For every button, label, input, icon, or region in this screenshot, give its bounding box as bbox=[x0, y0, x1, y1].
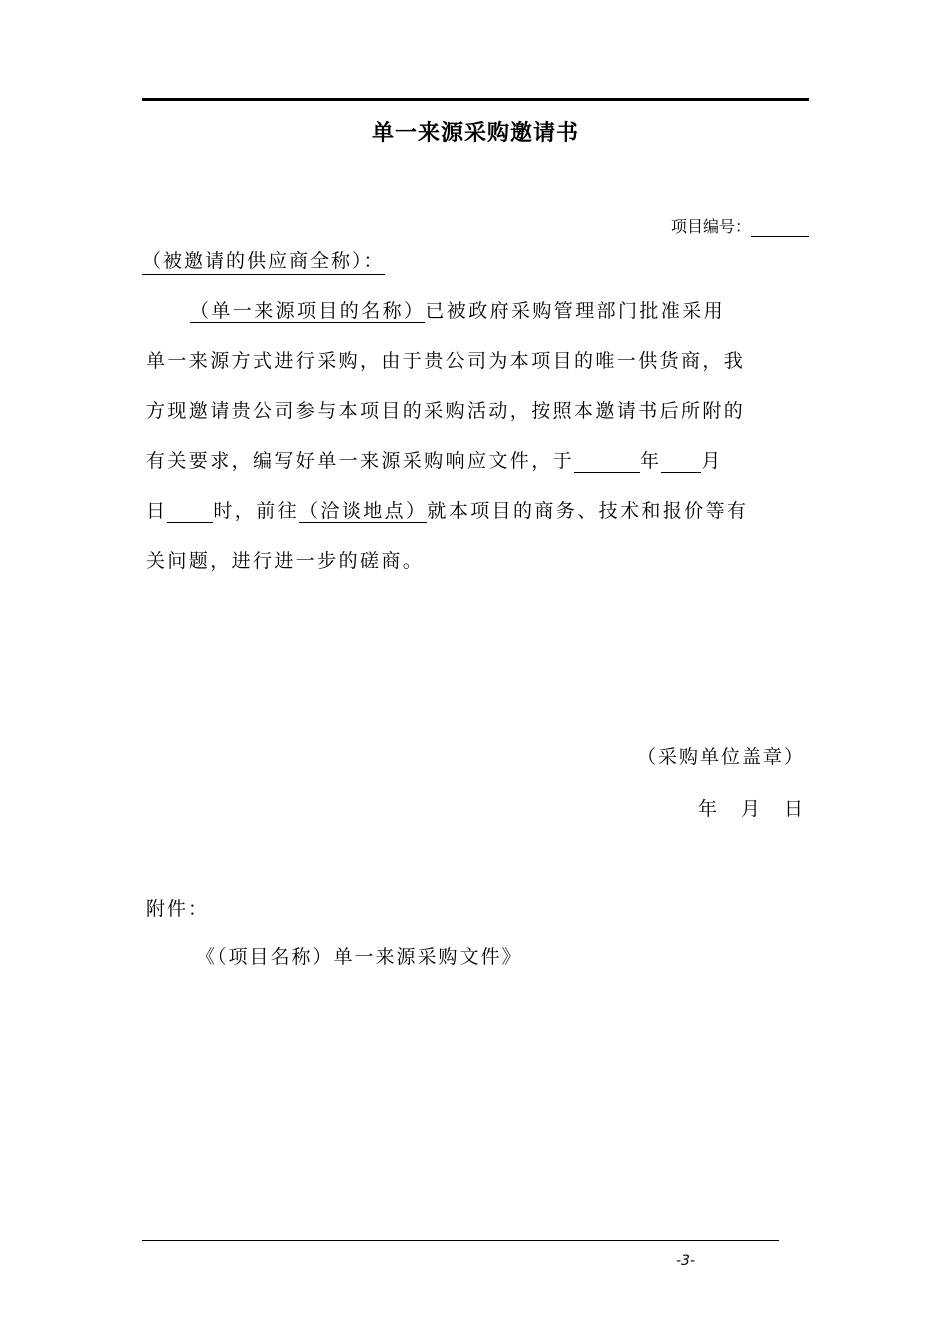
project-number bbox=[671, 214, 809, 237]
body-line-3: 方现邀请贵公司参与本项目的采购活动，按照本邀请书后所附的 bbox=[146, 400, 746, 422]
seal-text: （采购单位盖章） bbox=[636, 746, 805, 768]
location-placeholder: （洽谈地点） bbox=[299, 500, 428, 522]
project-name-placeholder: （单一来源项目的名称） bbox=[190, 300, 426, 322]
signature-date: 年 月 日 bbox=[697, 798, 805, 820]
year-blank bbox=[574, 446, 640, 473]
project-number-blank bbox=[751, 218, 809, 237]
page-title: 单一来源采购邀请书 bbox=[371, 121, 579, 146]
supplier-name-placeholder: （被邀请的供应商全称）： bbox=[142, 250, 385, 275]
body-line-2: 单一来源方式进行采购，由于贵公司为本项目的唯一供货商，我 bbox=[146, 350, 746, 372]
salutation bbox=[142, 246, 385, 273]
top-rule bbox=[142, 98, 809, 101]
month-blank bbox=[661, 446, 701, 473]
project-number-label: 项目编号： bbox=[670, 217, 751, 236]
body-line-1: （单一来源项目的名称）已被政府采购管理部门批准采用 bbox=[190, 300, 726, 322]
body-line-4: 有关要求，编写好单一来源采购响应文件，于 年 月 bbox=[146, 436, 811, 486]
body-line-6: 关问题，进行进一步的磋商。 bbox=[146, 550, 425, 572]
attachment-label: 附件： bbox=[146, 898, 210, 920]
page-number: -3- bbox=[676, 1253, 696, 1269]
body-line-5: 日 时，前往（洽谈地点）就本项目的商务、技术和报价等有 bbox=[146, 486, 811, 536]
bottom-rule bbox=[142, 1240, 779, 1241]
attachment-item: 《（项目名称）单一来源采购文件》 bbox=[196, 946, 523, 968]
day-blank bbox=[167, 496, 213, 523]
invitation-body bbox=[146, 286, 811, 586]
